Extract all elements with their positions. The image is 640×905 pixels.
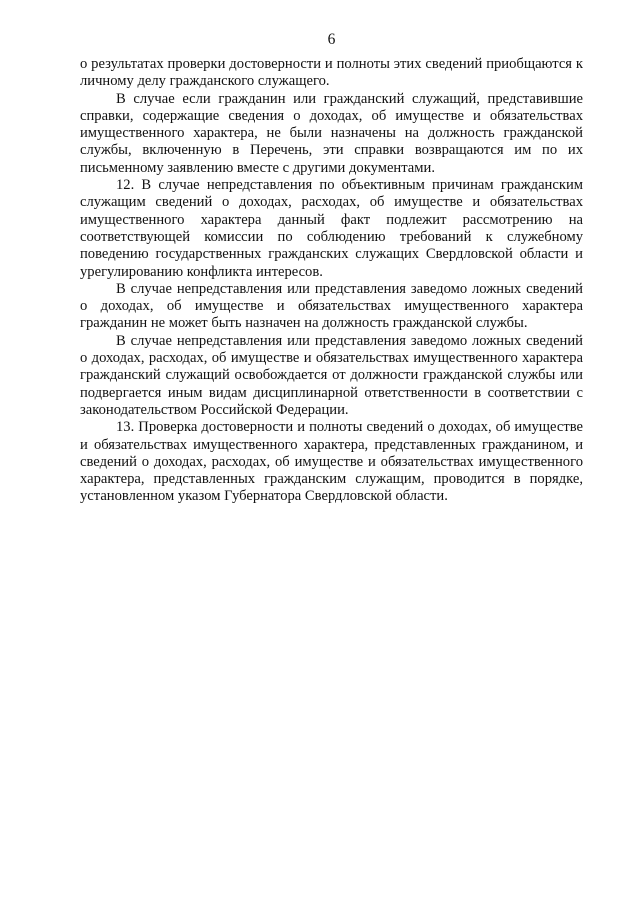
paragraph-item-13: 13. Проверка достоверности и полноты сведений о доходах, об имуществе и обязательствах имущественного характера, представленных гражданином, и сведений о доходах, расходах, об имуществе и обязательствах имущественного характера, представленных гражданским служащим, проводится в порядке, установленном указом Губернатора Свердловской области. xyxy=(80,419,583,505)
paragraph-item-12: 12. В случае непредставления по объективным причинам гражданским служащим сведений о доходах, расходах, об имуществе и обязательствах имущественного характера данный факт подлежит рассмотрению на соответствующей комиссии по соблюдению требований к служебному поведению государственных гражданских служащих Свердловской области и урегулированию конфликта интересов. xyxy=(80,177,583,280)
paragraph-continued: о результатах проверки достоверности и полноты этих сведений приобщаются к личному делу гражданского служащего. xyxy=(80,56,583,90)
paragraph-citizen-false-info: В случае непредставления или представления заведомо ложных сведений о доходах, об имуществе и обязательствах имущественного характера гражданин не может быть назначен на должность гражданской службы. xyxy=(80,280,583,332)
paragraph-unappointed-return: В случае если гражданин или гражданский служащий, представившие справки, содержащие сведения о доходах, об имуществе и обязательствах имущественного характера, не были назначены на должность гражданской службы, включенную в Перечень, эти справки возвращаются им по их письменному заявлению вместе с другими документами. xyxy=(80,90,583,176)
document-body xyxy=(80,56,583,506)
paragraph-servant-false-info: В случае непредставления или представления заведомо ложных сведений о доходах, расходах, об имуществе и обязательствах имущественного характера гражданский служащий освобождается от должности гражданской службы или подвергается иным видам дисциплинарной ответственности в соответствии с законодательством Российской Федерации. xyxy=(80,332,583,418)
page-number: 6 xyxy=(327,31,336,48)
